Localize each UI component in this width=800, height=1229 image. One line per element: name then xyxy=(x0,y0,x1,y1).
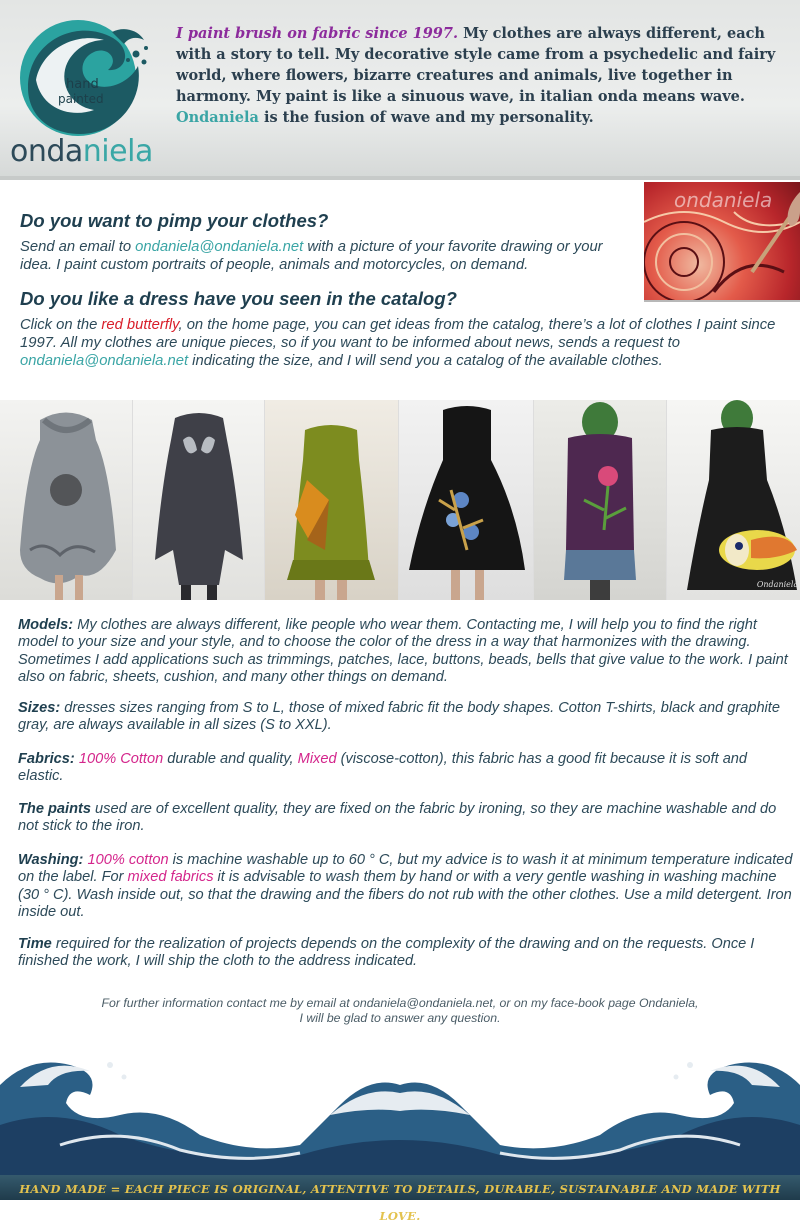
dress-signature: Ondaniela xyxy=(756,580,799,589)
red-butterfly-link[interactable]: red butterfly xyxy=(101,317,179,333)
green-dress-icon xyxy=(265,400,398,600)
wave-illustration-icon xyxy=(0,1062,800,1175)
dress-photo-1[interactable] xyxy=(0,400,133,600)
black-tunic-icon xyxy=(133,400,265,600)
grey-dress-icon xyxy=(0,400,133,600)
dress-photo-6[interactable] xyxy=(667,400,800,600)
dress-photo-5[interactable] xyxy=(534,400,667,600)
dress-photo-2[interactable] xyxy=(133,400,265,600)
custom-email-link[interactable]: ondaniela@ondaniela.net xyxy=(135,239,304,255)
dress-photo-4[interactable] xyxy=(399,400,534,600)
intro-text: I paint brush on fabric since 1997. My clothes are always different, each with a story to tell. My decorative style came from a psychedelic and fairy world, where flowers, bizarre creatures and animals, live together in harmony. My paint is like a sinuous wave, in italian onda means wave. Ondaniela is the fusion of wave and my personality. xyxy=(176,25,776,126)
sizes-paragraph: Sizes: dresses sizes ranging from S to L, those of mixed fabric fit the body shapes. Cotton T-shirts, black and graphite gray, are always available in all sizes (S to XXL). xyxy=(18,700,780,734)
purple-top-icon xyxy=(534,400,667,600)
photo-watermark: ondaniela xyxy=(674,188,773,212)
brand-wordmark: ondaniela xyxy=(10,134,153,169)
black-floral-dress-icon xyxy=(399,400,534,600)
custom-text: Send an email to ondaniela@ondaniela.net with a picture of your favorite drawing or your idea. I paint custom portraits of people, animals and motorcycles, on demand. xyxy=(20,239,603,273)
dress-gallery xyxy=(0,400,800,600)
great-wave-footer xyxy=(0,1025,800,1175)
custom-title: Do you want to pimp your clothes? xyxy=(20,210,329,231)
catalog-text: Click on the red butterfly, on the home page, you can get ideas from the catalog, there’s a lot of clothes I paint since 1997. All my clothes are unique pieces, so if you want to be informed about news, sends a request to ondaniela@ondaniela.net indicating the size, and I will send you a catalog of the available clothes. xyxy=(20,317,776,369)
painting-photo xyxy=(644,182,800,302)
contact-note: For further information contact me by email at ondaniela@ondaniela.net, or on my face-book page Ondaniela, I will be glad to answer any question. xyxy=(101,996,699,1025)
logo-hand-text: hand xyxy=(66,77,99,92)
logo-painted-text: painted xyxy=(58,92,104,106)
intro-lead: I paint brush on fabric since 1997. xyxy=(176,25,459,42)
header xyxy=(0,0,800,180)
washing-paragraph: Washing: 100% cotton is machine washable up to 60 ° C, but my advice is to wash it at minimum temperature indicated on the label. For mixed fabrics it is advisable to wash them by hand or with a very gentle washing in washing machine (30 ° C). Wash inside out, so that the drawing and the fibers do not rub with the other clothes. Use a mild detergent. Iron inside out. xyxy=(18,852,793,920)
time-paragraph: Time required for the realization of projects depends on the complexity of the drawing and on the requests. Once I finished the work, I will ship the cloth to the address indicated. xyxy=(18,936,755,970)
toucan-dress-icon xyxy=(667,400,800,600)
intro-brand: Ondaniela xyxy=(176,109,259,126)
footer-banner xyxy=(0,1175,800,1223)
catalog-email-link[interactable]: ondaniela@ondaniela.net xyxy=(20,353,189,369)
fabrics-paragraph: Fabrics: 100% Cotton durable and quality, Mixed (viscose-cotton), this fabric has a good fit because it is soft and elastic. xyxy=(18,751,748,785)
catalog-title: Do you like a dress have you seen in the catalog? xyxy=(20,288,457,309)
models-paragraph: Models: My clothes are always different, like people who wear them. Contacting me, I will help you to find the right model to your size and your style, and to choose the color of the dress in a way that harmonizes with the drawing. Sometimes I add applications such as trimmings, patches, lace, buttons, beads, bells that give value to the work. I paint also on fabric, sheets, cushion, and many other things on demand. xyxy=(18,617,788,685)
dress-photo-3[interactable] xyxy=(265,400,398,600)
footer-banner-text: HAND MADE = EACH PIECE IS ORIGINAL, ATTENTIVE TO DETAILS, DURABLE, SUSTAINABLE AND MADE WITH LOVE. xyxy=(19,1182,781,1223)
paints-paragraph: The paints used are of excellent quality, they are fixed on the fabric by ironing, so they are machine washable and do not stick to the iron. xyxy=(18,801,777,835)
